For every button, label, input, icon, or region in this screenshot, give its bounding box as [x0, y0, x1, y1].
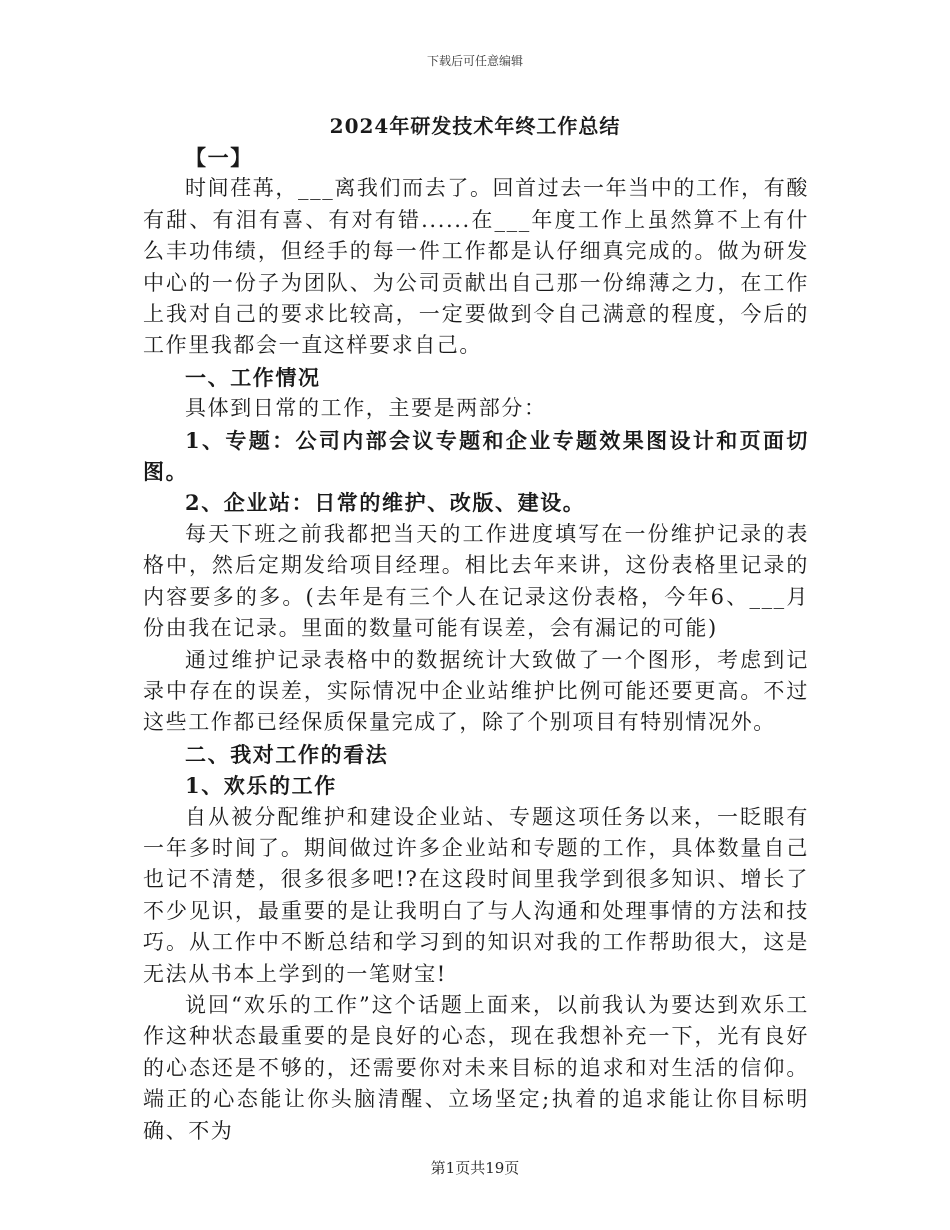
- paragraph-statistics: 通过维护记录表格中的数据统计大致做了一个图形，考虑到记录中存在的误差，实际情况中企业站维护比例可能还要更高。不过这些工作都已经保质保量完成了，除了个别项目有特别情况外。: [143, 647, 809, 735]
- section-marker: 【一】: [185, 145, 253, 170]
- list-item-enterprise-site: 2、企业站：日常的维护、改版、建设。: [185, 490, 586, 516]
- document-body: [143, 142, 809, 1147]
- paragraph-daily-record: 每天下班之前我都把当天的工作进度填写在一份维护记录的表格中，然后定期发给项目经理。相比去年来讲，这份表格里记录的内容要多的多。(去年是有三个人在记录这份表格，今年6、___月份由我在记录。里面的数量可能有误差，会有漏记的可能): [143, 521, 809, 641]
- heading-work-view: 二、我对工作的看法: [185, 741, 389, 767]
- page-header-note: 下载后可任意编辑: [426, 54, 523, 68]
- subheading-happy-work: 1、欢乐的工作: [185, 773, 337, 799]
- heading-work-status: 一、工作情况: [185, 364, 321, 390]
- page-number: 第1页共19页: [430, 1159, 520, 1177]
- paragraph-learning: 自从被分配维护和建设企业站、专题这项任务以来，一眨眼有一年多时间了。期间做过许多企业站和专题的工作，具体数量自己也记不清楚，很多很多吧!?在这段时间里我学到很多知识、增长了不少见识，最重要的是让我明白了与人沟通和处理事情的方法和技巧。从工作中不断总结和学习到的知识对我的工作帮助很大，这是无法从书本上学到的一笔财宝!: [143, 804, 809, 986]
- paragraph-happy-work: 说回“欢乐的工作”这个话题上面来，以前我认为要达到欢乐工作这种状态最重要的是良好的心态，现在我想补充一下，光有良好的心态还是不够的，还需要你对未来目标的追求和对生活的信仰。端正的心态能让你头脑清醒、立场坚定;执着的追求能让你目标明确、不为: [143, 992, 809, 1143]
- list-item-topics: 1、专题：公司内部会议专题和企业专题效果图设计和页面切图。: [143, 427, 809, 485]
- paragraph-work-parts: 具体到日常的工作，主要是两部分：: [185, 396, 547, 421]
- paragraph-intro: 时间荏苒，___离我们而去了。回首过去一年当中的工作，有酸有甜、有泪有喜、有对有错......在___年度工作上虽然算不上有什么丰功伟绩，但经手的每一件工作都是认仔细真完成的。做为研发中心的一份子为团队、为公司贡献出自己那一份绵薄之力，在工作上我对自己的要求比较高，一定要做到令自己满意的程度，今后的工作里我都会一直这样要求自己。: [143, 176, 809, 358]
- document-title: 2024年研发技术年终工作总结: [329, 114, 621, 138]
